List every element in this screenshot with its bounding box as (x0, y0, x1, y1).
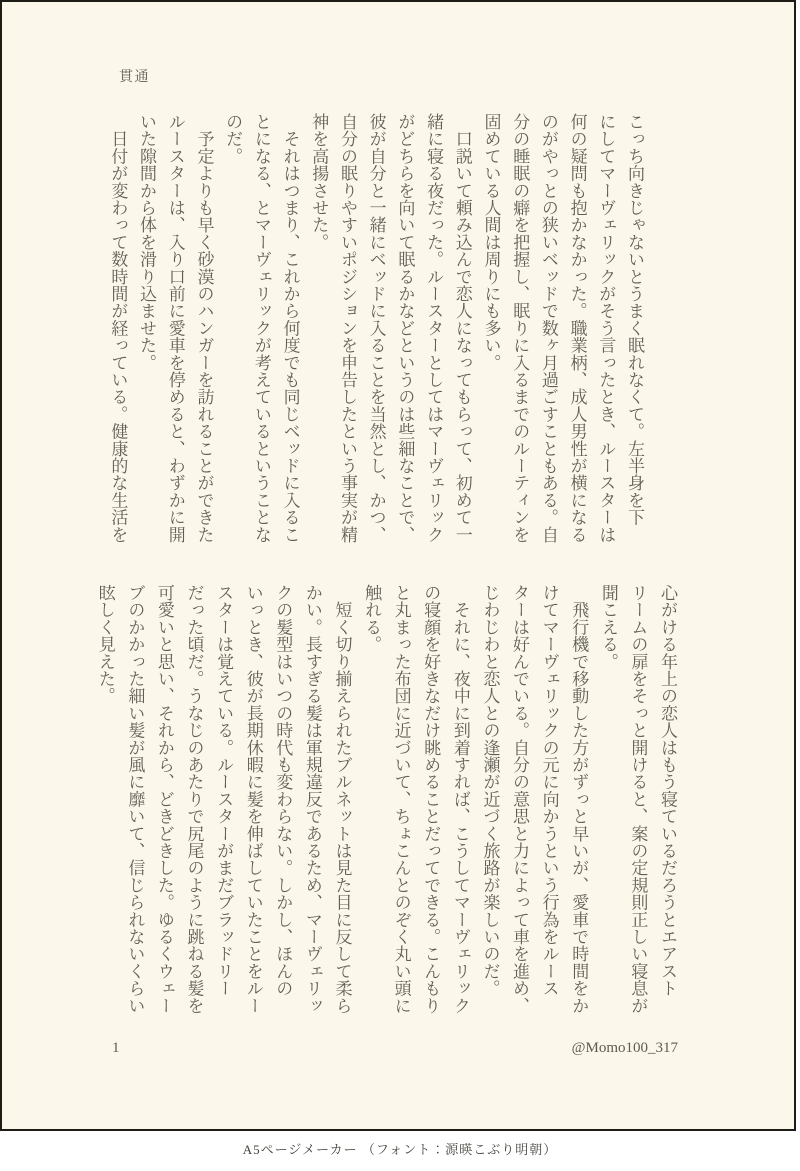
text-column-line: じわじわと恋人との逢瀬が近づく旅路が楽しいのだ。 (480, 584, 500, 997)
text-column-line: 短く切り揃えられたブルネットは見た目に反して柔ら (332, 584, 352, 1014)
text-column-line: 飛行機で移動した方がずっと早いが、愛車で時間をか (569, 584, 589, 1014)
author-handle: @Momo100_317 (571, 1040, 678, 1056)
text-column-line: 固めている人間は周りにも多い。 (481, 113, 501, 371)
text-column-line: ブのかかった細い髪が風に靡いて、信じられないくらい (125, 584, 145, 1014)
text-column-line: かい。長すぎる髪は軍規違反であるため、マーヴェリッ (302, 584, 322, 1014)
text-column-line: ルースターは、入り口前に愛車を停めると、わずかに開 (165, 113, 185, 543)
running-header-title: 貫通 (119, 70, 150, 85)
text-column-line: 彼が自分と一緒にベッドに入ることを当然とし、かつ、 (366, 113, 386, 543)
text-column-line: けてマーヴェリックの元に向かうという行為をルース (539, 584, 559, 997)
text-column-line: 分の睡眠の癖を把握し、眠りに入るまでのルーティンを (510, 113, 530, 543)
text-column-line: それに、夜中に到着すれば、こうしてマーヴェリック (450, 584, 470, 1014)
text-column-line: ターは好んでいる。自分の意思と力によって車を進め、 (510, 584, 530, 1014)
text-column-line: 緒に寝る夜だった。ルースターとしてはマーヴェリック (424, 113, 444, 543)
generator-caption: A5ページメーカー （フォント：源暎こぶり明朝） (242, 1142, 558, 1157)
text-column-line: だった頃だ。うなじのあたりで尻尾のように跳ねる髪を (184, 584, 204, 1014)
text-band-top (103, 113, 648, 565)
text-column-line: のだ。 (223, 113, 243, 165)
text-column-line: リームの扉をそっと開けると、案の定規則正しい寝息が (628, 584, 648, 1014)
text-column-line: 神を高揚させた。 (309, 113, 329, 251)
text-column-line: にしてマーヴェリックがそう言ったとき、ルースターは (596, 113, 616, 543)
text-column-line: とになる、とマーヴェリックが考えているということな (251, 113, 271, 543)
text-column-line: がどちらを向いて眠るかなどというのは些細なことで、 (395, 113, 415, 543)
text-column-line: 触れる。 (362, 584, 382, 653)
text-column-line: 眩しく見えた。 (95, 584, 115, 705)
text-column-line: いっとき、彼が長期休暇に髪を伸ばしていたことをルー (243, 584, 263, 1014)
text-column-line: と丸まった布団に近づいて、ちょこんとのぞく丸い頭に (391, 584, 411, 1014)
text-column-line: スターは覚えている。ルースターがまだブラッドリー (214, 584, 234, 997)
text-band-bottom (90, 584, 682, 1042)
text-column-line: 日付が変わって数時間が経っている。健康的な生活を (108, 113, 128, 543)
text-column-line: 口説いて頼み込んで恋人になってもらって、初めて一 (452, 113, 472, 543)
text-column-line: 予定よりも早く砂漠のハンガーを訪れることができた (194, 113, 214, 543)
text-column-line: クの髪型はいつの時代も変わらない。しかし、ほんの (273, 584, 293, 997)
text-column-line: 可愛いと思い、それから、どきどきした。ゆるくウェー (154, 584, 174, 1014)
text-column-line: いた隙間から体を滑り込ませた。 (137, 113, 157, 371)
text-column-line: 聞こえる。 (598, 584, 618, 670)
text-column-line: こっち向きじゃないとうまく眠れなくて。左半身を下 (625, 113, 644, 526)
text-column-line: それはつまり、これから何度でも同じベッドに入るこ (280, 113, 300, 543)
page-number: 1 (112, 1040, 120, 1056)
text-column-line: 何の疑問も抱かなかった。職業柄、成人男性が横になる (567, 113, 587, 543)
text-column-line: のがやっとの狭いベッドで数ヶ月過ごすこともある。自 (538, 113, 558, 543)
text-column-line: 心がける年上の恋人はもう寝ているだろうとエアスト (658, 584, 677, 997)
text-column-line: 自分の眠りやすいポジションを申告したという事実が精 (337, 113, 357, 543)
text-column-line: の寝顔を好きなだけ眺めることだってできる。こんもり (421, 584, 441, 1014)
